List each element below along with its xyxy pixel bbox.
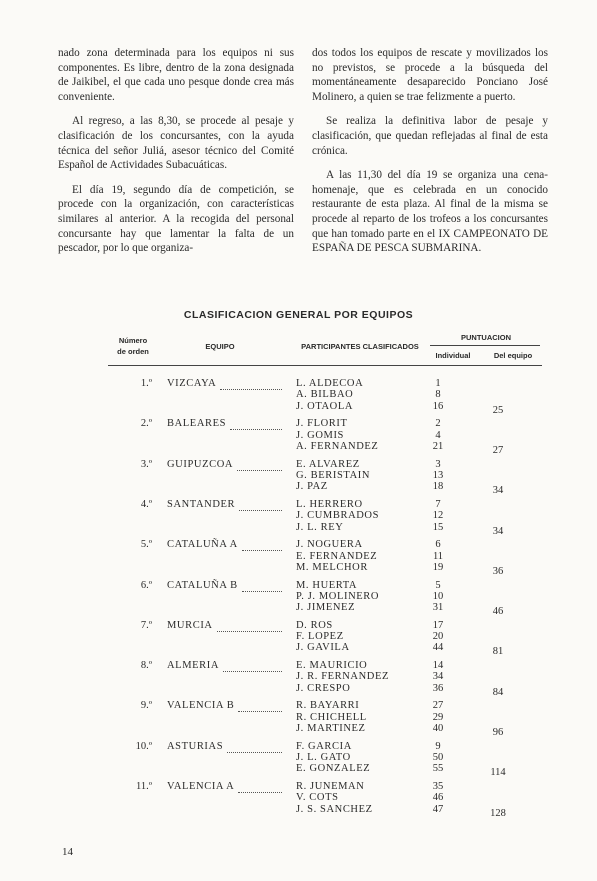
dotted-leader: [238, 792, 282, 793]
header-divider: [430, 345, 540, 346]
rank-cell: 4.º: [140, 498, 152, 510]
team-score: 128: [490, 807, 506, 819]
team-name: CATALUÑA A: [167, 539, 238, 551]
dotted-leader: [237, 470, 282, 471]
individual-score: 19: [432, 561, 444, 573]
team-score: 46: [492, 606, 504, 618]
paragraph: dos todos los equipos de rescate y movilizados los no previstos, se procede a la búsqueda del momentáneamente desaparecido Ponciano José Molinero, a quien se trae felizmente a puerto.: [312, 47, 548, 103]
individual-score: 29: [432, 711, 444, 723]
individual-score: 35: [432, 781, 444, 792]
rank-cell: 3.º: [140, 458, 152, 470]
dotted-leader: [220, 389, 282, 390]
participant-name: E. GONZALEZ: [296, 763, 371, 775]
participant-name: E. MAURICIO: [296, 660, 368, 672]
team-score: 25: [492, 404, 504, 416]
participant-name: R. JUNEMAN: [296, 781, 365, 792]
individual-score: 11: [432, 550, 444, 562]
header-del-equipo: Del equipo: [493, 351, 533, 360]
body-text: [58, 46, 548, 266]
header-individual: Individual: [435, 351, 471, 360]
individual-score: 9: [435, 740, 441, 752]
team-score: 34: [492, 525, 504, 537]
page-number: 14: [62, 846, 73, 858]
team-name: SANTANDER: [167, 498, 236, 510]
header-puntuacion: PUNTUACION: [461, 333, 511, 342]
participant-name: A. FERNANDEZ: [296, 440, 379, 452]
rank-cell: 7.º: [140, 619, 152, 631]
participant-name: J. CUMBRADOS: [296, 510, 380, 522]
dotted-leader: [217, 631, 282, 632]
participant-name: J. NOGUERA: [296, 539, 363, 551]
individual-score: 12: [432, 510, 444, 522]
participant-name: G. BERISTAIN: [296, 469, 371, 481]
participant-name: J. R. FERNANDEZ: [296, 671, 390, 683]
team-name: VALENCIA A: [167, 781, 235, 792]
individual-score: 27: [432, 700, 444, 712]
dotted-leader: [242, 591, 282, 592]
team-name: CATALUÑA B: [167, 579, 238, 591]
dotted-leader: [242, 550, 282, 551]
dotted-leader: [227, 752, 282, 753]
participant-name: V. COTS: [296, 792, 339, 804]
text-column-left: [58, 46, 294, 266]
individual-score: 8: [435, 389, 441, 401]
individual-score: 5: [435, 579, 441, 591]
paragraph: Al regreso, a las 8,30, se procede al pesaje y clasificación de los concursantes, con la ayuda técnica del señor Juliá, asesor técnico del Comité Español de Actividades Subacuáticas.: [58, 115, 294, 172]
individual-score: 34: [432, 671, 444, 683]
header-equipo: EQUIPO: [205, 342, 235, 351]
paragraph: A las 11,30 del día 19 se organiza una cena-homenaje, que es celebrada en un conocido restaurante de esta plaza. Al final de la misma se procede al reparto de los trofeos a los concursantes que han tomado parte en el IX CAMPEONATO DE ESPAÑA DE PESCA SUBMARINA.: [312, 169, 548, 255]
participant-name: P. J. MOLINERO: [296, 590, 380, 602]
participant-name: J. GOMIS: [296, 429, 344, 441]
participant-name: J. OTAOLA: [296, 400, 354, 412]
participant-name: J. L. REY: [296, 521, 344, 533]
header-orden: de orden: [117, 347, 149, 356]
table-header-rule: [108, 365, 542, 366]
rank-cell: 10.º: [135, 740, 152, 752]
participant-name: J. FLORIT: [296, 418, 348, 430]
dotted-leader: [230, 429, 282, 430]
dotted-leader: [238, 711, 282, 712]
individual-score: 20: [432, 631, 444, 643]
individual-score: 6: [435, 539, 441, 551]
individual-score: 50: [432, 752, 444, 763]
individual-score: 40: [432, 723, 444, 734]
individual-score: 1: [435, 378, 441, 389]
participant-name: E. ALVAREZ: [296, 458, 360, 470]
team-name: GUIPUZCOA: [167, 458, 234, 470]
rank-cell: 11.º: [136, 781, 152, 792]
individual-score: 18: [432, 481, 444, 493]
participant-name: R. BAYARRI: [296, 700, 360, 712]
individual-score: 17: [432, 619, 444, 631]
paragraph: nado zona determinada para los equipos ni sus componentes. Es libre, dentro de la zona designada de Jaikibel, el que cada uno pesque donde crea más conveniente.: [58, 47, 294, 103]
dotted-leader: [223, 671, 282, 672]
participant-name: J. S. SANCHEZ: [296, 803, 373, 815]
individual-score: 21: [432, 440, 444, 452]
team-name: ASTURIAS: [167, 740, 224, 752]
paragraph: El día 19, segundo día de competición, se procede con la organización, con características similares al anterior. A la recogida del personal concursante hay que lamentar la falta de un pescador, por lo que organiza-: [58, 183, 294, 255]
participant-name: J. JIMENEZ: [296, 602, 356, 614]
team-name: VALENCIA B: [167, 700, 235, 712]
team-score: 96: [492, 727, 504, 738]
participant-name: M. HUERTA: [296, 579, 358, 591]
rank-cell: 5.º: [140, 539, 152, 551]
participant-name: D. ROS: [296, 619, 333, 631]
participant-name: L. HERRERO: [296, 498, 363, 510]
individual-score: 2: [435, 418, 441, 430]
text-column-right: [312, 46, 548, 266]
participant-name: R. CHICHELL: [296, 711, 367, 723]
participant-name: J. CRESPO: [296, 682, 351, 694]
team-name: ALMERIA: [167, 660, 220, 672]
team-score: 27: [492, 444, 504, 456]
individual-score: 47: [432, 803, 444, 815]
participant-name: M. MELCHOR: [296, 561, 368, 573]
participant-name: E. FERNANDEZ: [296, 550, 378, 562]
individual-score: 16: [432, 400, 444, 412]
individual-score: 10: [432, 590, 444, 602]
individual-score: 31: [432, 602, 444, 614]
header-participantes: PARTICIPANTES CLASIFICADOS: [301, 342, 419, 351]
participant-name: J. PAZ: [296, 481, 328, 493]
participant-name: F. GARCIA: [296, 740, 352, 752]
participant-name: A. BILBAO: [296, 389, 354, 401]
rank-cell: 1.º: [140, 378, 152, 389]
participant-name: L. ALDECOA: [296, 378, 364, 389]
individual-score: 13: [432, 469, 444, 481]
individual-score: 14: [432, 660, 444, 672]
individual-score: 3: [435, 458, 441, 470]
individual-score: 15: [432, 521, 444, 533]
individual-score: 7: [435, 498, 441, 510]
team-score: 84: [492, 686, 504, 698]
team-score: 81: [492, 646, 504, 658]
rank-cell: 8.º: [140, 660, 152, 672]
participant-name: F. LOPEZ: [296, 631, 344, 643]
rank-cell: 6.º: [140, 579, 152, 591]
rank-cell: 2.º: [140, 418, 152, 430]
individual-score: 4: [435, 429, 441, 441]
header-numero: Número: [118, 336, 148, 345]
team-name: BALEARES: [167, 418, 227, 430]
team-name: VIZCAYA: [167, 378, 217, 389]
individual-score: 55: [432, 763, 444, 775]
table-title: CLASIFICACION GENERAL POR EQUIPOS: [183, 309, 414, 321]
team-score: 36: [492, 565, 504, 577]
individual-score: 44: [432, 642, 444, 654]
individual-score: 36: [432, 682, 444, 694]
team-name: MURCIA: [167, 619, 213, 631]
rank-cell: 9.º: [140, 700, 152, 712]
dotted-leader: [239, 510, 282, 511]
team-score: 34: [492, 485, 504, 497]
individual-score: 46: [432, 792, 444, 804]
team-score: 114: [490, 767, 506, 779]
paragraph: Se realiza la definitiva labor de pesaje y clasificación, que quedan reflejadas al final de esta crónica.: [312, 115, 548, 157]
participant-name: J. MARTINEZ: [296, 723, 366, 734]
participant-name: J. GAVILA: [296, 642, 350, 654]
participant-name: J. L. GATO: [296, 752, 351, 763]
